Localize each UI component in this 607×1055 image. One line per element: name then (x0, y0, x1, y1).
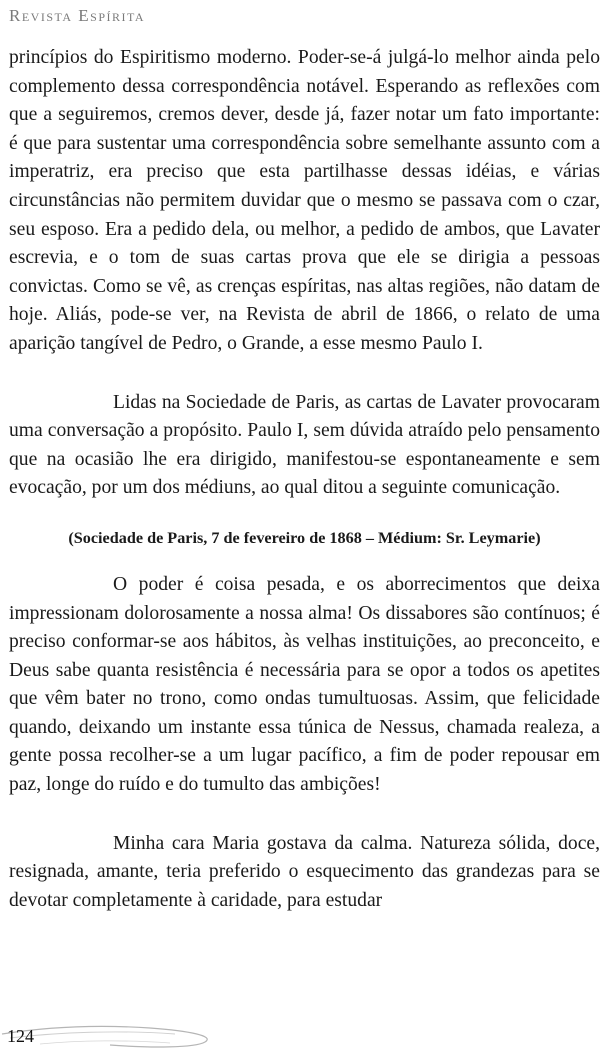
footer-ornament-swash (0, 1018, 240, 1052)
paragraph-continuation: princípios do Espiritismo moderno. Poder-se-á julgá-lo melhor ainda pelo complemento dessa correspondência notável. Esperando as reflexões com que a seguiremos, cremos dever, desde já, fazer notar um fato importante: é que para sustentar uma correspondência sobre semelhante assunto com a imperatriz, era preciso que esta partilhasse dessas idéias, e várias circunstâncias não permitem duvidar que o mesmo se passava com o czar, seu esposo. Era a pedido dela, ou melhor, a pedido de ambos, que Lavater escrevia, e o tom de suas cartas prova que ele se dirigia a pessoas convictas. Como se vê, as crenças espíritas, nas altas regiões, não datam de hoje. Aliás, pode-se ver, na Revista de abril de 1866, o relato de uma aparição tangível de Pedro, o Grande, a esse mesmo Paulo I. (9, 47, 600, 354)
running-head-title: Revista Espírita (9, 6, 146, 25)
communication-source-heading: (Sociedade de Paris, 7 de fevereiro de 1868 – Médium: Sr. Leymarie) (68, 528, 541, 547)
paragraph-lavater-letters: Lidas na Sociedade de Paris, as cartas de Lavater provocaram uma conversação a propósito. Paulo I, sem dúvida atraído pelo pensamento que na ocasião lhe era dirigido, manifestou-se espontaneamente e sem evocação, por um dos médiuns, ao qual ditou a seguinte comunicação. (9, 391, 600, 499)
paragraph-communication-power: O poder é coisa pesada, e os aborrecimentos que deixa impressionam dolorosamente a nossa alma! Os dissabores são contínuos; é preciso conformar-se aos hábitos, às velhas instituições, ao preconceito, e Deus sabe quanta resistência é necessária para se opor a todos os apetites que vêm bater no trono, como ondas tumultuosas. Assim, que felicidade quando, deixando um instante essa túnica de Nessus, chamada realeza, a gente possa recolher-se a um lugar pacífico, a fim de poder repousar em paz, longe do ruído e do tumulto das ambições! (9, 573, 600, 796)
paragraph-communication-maria: Minha cara Maria gostava da calma. Natureza sólida, doce, resignada, amante, teria preferido o esquecimento das grandezas para se devotar completamente à caridade, para estudar (9, 832, 600, 911)
page-body (9, 44, 600, 915)
page-number: 124 (7, 1026, 34, 1046)
